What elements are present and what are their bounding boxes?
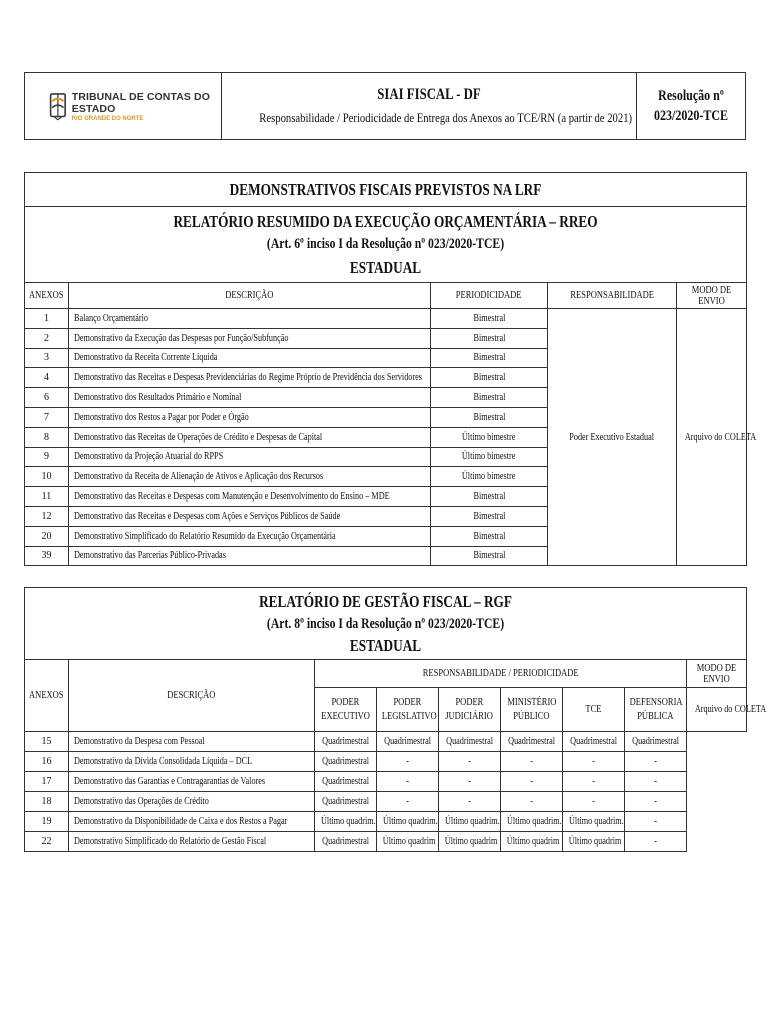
logo-cell [25,73,222,140]
anexo-description: Balanço Orçamentário [69,309,431,329]
periodicidade: Bimestral [431,506,548,526]
anexo-number: 1 [25,309,69,329]
anexo-number: 2 [25,328,69,348]
resolution-cell [637,73,746,140]
rgf-title-block [25,588,747,660]
col-header-modo: MODO DE ENVIO [677,283,747,309]
periodicidade: - [563,792,625,812]
anexo-number: 3 [25,348,69,368]
rreo-article: (Art. 6º inciso I da Resolução nº 023/2020-TCE) [266,236,505,252]
periodicidade: Último quadrim [563,832,625,852]
col-header-descricao: DESCRIÇÃO [69,660,315,732]
anexo-description: Demonstrativo Simplificado do Relatório Resumido da Execução Orçamentária [69,526,431,546]
anexo-number: 15 [25,732,69,752]
periodicidade: Quadrimestral [315,752,377,772]
table-row [25,752,747,772]
col-header-descricao: DESCRIÇÃO [69,283,431,309]
periodicidade: Último quadrim. [501,812,563,832]
periodicidade: Quadrimestral [315,772,377,792]
anexo-description: Demonstrativo das Garantias e Contragarantias de Valores [69,772,315,792]
periodicidade: - [439,792,501,812]
anexo-number: 18 [25,792,69,812]
periodicidade: Último quadrim. [439,812,501,832]
periodicidade: Último bimestre [431,427,548,447]
periodicidade: - [501,792,563,812]
anexo-description: Demonstrativo da Disponibilidade de Caixa e dos Restos a Pagar [69,812,315,832]
periodicidade: Último quadrim. [563,812,625,832]
header-title-cell [222,73,637,140]
col-header-poder: PODER LEGISLATIVO [377,688,439,732]
table-row [25,812,747,832]
col-header-poder: PODER EXECUTIVO [315,688,377,732]
anexo-description: Demonstrativo das Receitas e Despesas Previdenciárias do Regime Próprio de Previdência dos Servidores [69,368,431,388]
rgf-table [24,587,767,852]
anexo-number: 22 [25,832,69,852]
responsabilidade: Poder Executivo Estadual [548,309,677,566]
logo-title: TRIBUNAL DE CONTAS DO ESTADO [71,90,210,115]
anexo-number: 10 [25,467,69,487]
rreo-title: RELATÓRIO RESUMIDO DA EXECUÇÃO ORÇAMENTÁRIA – RREO [173,212,598,231]
rreo-header-row [25,283,747,309]
col-header-poder: DEFENSORIA PÚBLICA [625,688,687,732]
periodicidade: Último bimestre [431,467,548,487]
periodicidade: - [377,792,439,812]
periodicidade: Quadrimestral [439,732,501,752]
periodicidade: Último quadrim. [315,812,377,832]
rreo-title-lrf: DEMONSTRATIVOS FISCAIS PREVISTOS NA LRF [25,173,747,207]
periodicidade: - [377,752,439,772]
periodicidade: Bimestral [431,309,548,329]
periodicidade: - [563,752,625,772]
periodicidade: - [439,772,501,792]
anexo-description: Demonstrativo Simplificado do Relatório de Gestão Fiscal [69,832,315,852]
tce-logo [25,88,221,124]
periodicidade: - [625,752,687,772]
anexo-description: Demonstrativo das Parcerias Público-Privadas [69,546,431,566]
modo-envio: Arquivo do COLETA [677,309,747,566]
rreo-scope: ESTADUAL [349,258,422,277]
periodicidade: - [501,752,563,772]
periodicidade: Quadrimestral [315,792,377,812]
periodicidade: - [501,772,563,792]
anexo-description: Demonstrativo da Receita Corrente Líquida [69,348,431,368]
anexo-number: 20 [25,526,69,546]
col-header-poder: TCE [563,688,625,732]
periodicidade: Quadrimestral [563,732,625,752]
table-row [25,772,747,792]
anexo-description: Demonstrativo dos Resultados Primário e Nominal [69,388,431,408]
anexo-number: 12 [25,506,69,526]
col-header-responsabilidade: RESPONSABILIDADE [548,283,677,309]
periodicidade: - [625,832,687,852]
col-header-poder: PODER JUDICIÁRIO [439,688,501,732]
anexo-description: Demonstrativo da Dívida Consolidada Líquida – DCL [69,752,315,772]
table-row [25,309,747,329]
periodicidade: Último quadrim [439,832,501,852]
anexo-number: 19 [25,812,69,832]
col-header-resp-period: RESPONSABILIDADE / PERIODICIDADE [315,660,687,688]
periodicidade: - [439,752,501,772]
periodicidade: Último bimestre [431,447,548,467]
table-row [25,832,747,852]
periodicidade: Quadrimestral [315,732,377,752]
col-header-anexos: ANEXOS [25,660,69,732]
anexo-number: 8 [25,427,69,447]
periodicidade: Bimestral [431,407,548,427]
resolution-line1: Resolução nº [658,88,724,104]
anexo-number: 17 [25,772,69,792]
rreo-table [24,172,757,566]
anexo-description: Demonstrativo dos Restos a Pagar por Poder e Órgão [69,407,431,427]
anexo-number: 9 [25,447,69,467]
resolution-line2: 023/2020-TCE [653,108,728,124]
periodicidade: Quadrimestral [377,732,439,752]
anexo-description: Demonstrativo das Operações de Crédito [69,792,315,812]
periodicidade: Bimestral [431,328,548,348]
periodicidade: Quadrimestral [625,732,687,752]
periodicidade: - [625,812,687,832]
col-header-anexos: ANEXOS [25,283,69,309]
anexo-number: 16 [25,752,69,772]
periodicidade: Bimestral [431,546,548,566]
anexo-number: 6 [25,388,69,408]
periodicidade: Último quadrim [377,832,439,852]
anexo-number: 39 [25,546,69,566]
periodicidade: Quadrimestral [501,732,563,752]
periodicidade: - [563,772,625,792]
anexo-description: Demonstrativo da Execução das Despesas por Função/Subfunção [69,328,431,348]
periodicidade: Bimestral [431,388,548,408]
anexo-number: 4 [25,368,69,388]
anexo-description: Demonstrativo da Receita de Alienação de Ativos e Aplicação dos Recursos [69,467,431,487]
rgf-article: (Art. 8º inciso I da Resolução nº 023/2020-TCE) [266,615,505,632]
header-subtitle: Responsabilidade / Periodicidade de Entrega dos Anexos ao TCE/RN (a partir de 2021) [259,110,633,125]
periodicidade: - [377,772,439,792]
table-row [25,792,747,812]
table-row [25,732,747,752]
col-header-poder: MINISTÉRIO PÚBLICO [501,688,563,732]
periodicidade: Quadrimestral [315,832,377,852]
anexo-description: Demonstrativo da Despesa com Pessoal [69,732,315,752]
periodicidade: Bimestral [431,526,548,546]
rgf-scope: ESTADUAL [349,635,422,655]
anexo-number: 7 [25,407,69,427]
periodicidade: - [625,772,687,792]
document-header [24,72,746,140]
col-header-modo: MODO DE ENVIO [687,660,747,688]
modo-envio: Arquivo do COLETA [687,688,747,732]
col-header-periodicidade: PERIODICIDADE [431,283,548,309]
rreo-title-block [25,207,747,283]
periodicidade: Bimestral [431,368,548,388]
periodicidade: - [625,792,687,812]
anexo-description: Demonstrativo das Receitas de Operações de Crédito e Despesas de Capital [69,427,431,447]
rgf-header-row [25,660,747,688]
rgf-title: RELATÓRIO DE GESTÃO FISCAL – RGF [259,591,512,611]
anexo-number: 11 [25,487,69,507]
periodicidade: Último quadrim. [377,812,439,832]
periodicidade: Último quadrim [501,832,563,852]
periodicidade: Bimestral [431,348,548,368]
anexo-description: Demonstrativo das Receitas e Despesas com Manutenção e Desenvolvimento do Ensino – MDE [69,487,431,507]
logo-subtitle: RIO GRANDE DO NORTE [71,115,144,122]
header-title: SIAI FISCAL - DF [377,86,481,103]
periodicidade: Bimestral [431,487,548,507]
anexo-description: Demonstrativo das Receitas e Despesas com Ações e Serviços Públicos de Saúde [69,506,431,526]
anexo-description: Demonstrativo da Projeção Atuarial do RPPS [69,447,431,467]
shield-icon [49,88,67,124]
